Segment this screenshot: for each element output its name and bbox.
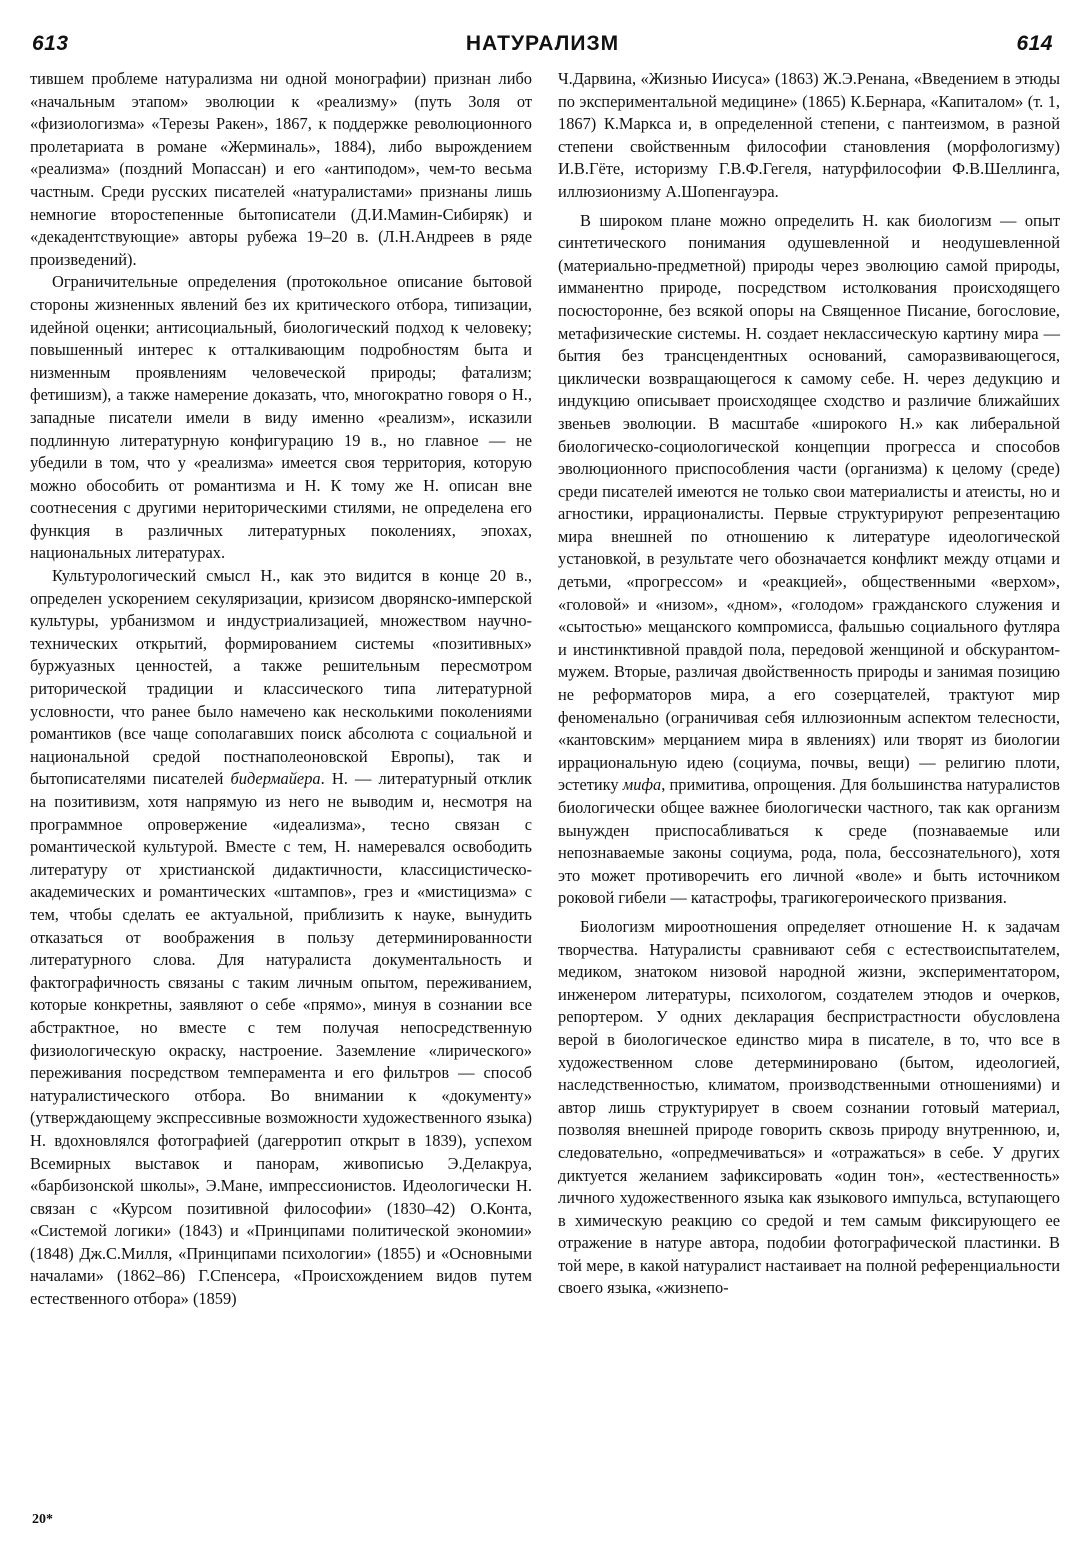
paragraph: Ч.Дарвина, «Жизнью Иисуса» (1863) Ж.Э.Ренана, «Введением в этюды по экспериментальной медицине» (1865) К.Бернара, «Капиталом» (т. 1, 1867) К.Маркса и, в определенной степени, с пантеизмом, в разной степени свойственным философии становления (морфологизму) И.В.Гёте, историзму Г.В.Ф.Гегеля, натурфилософии Ф.В.Шеллинга, иллюзионизму А.Шопенгауэра. xyxy=(558,69,1060,201)
text-run: , примитива, опрощения. Для большинства натуралистов биологически общее важнее биологически частного, так как организм вынужден приспосабливаться к среде (познаваемые или непознаваемые законы социума, рода, пола, бессознательного), хотя это может противоречить его личной «воле» и быть источником роковой гибели — катастрофы, трагикогероического призвания. xyxy=(558,775,1060,908)
text-run: В широком плане можно определить Н. как биологизм — опыт синтетического понимания одушевленной и неодушевленной (материально-предметной) природы через эволюцию самой природы, имманентно природе, посредством истолкования происходящего посюсторонне, без всякой опоры на Священное Писание, богословие, метафизические системы. Н. создает неклассическую картину мира — бытия без трансцендентных оснований, саморазвивающегося, циклически возвращающегося к самому себе. Н. через дедукцию и индукцию описывает происходящее сходство и различие ближайших звеньев эволюции. В масштабе «широкого Н.» как либеральной биологическо-социологической концепции прогресса и способов эволюционного приспособления части (организма) к целому (среде) среди писателей имеются не только свои материалисты и атеисты, но и агностики, иррационалисты. Первые структурируют репрезентацию мира внешней по отношению к литературе идеологической установкой, в результате чего обозначается конфликт между отцами и детьми, «прогрессом» и «реакцией», общественными «верхом», «головой» и «низом», «дном», «голодом» гражданского служения и «сытостью» мещанского компромисса, фальшью социального футляра и инстинктивной правдой пола, передовой женщиной и обскурантом-мужем. Вторые, различая двойственность природы и занимая позицию не реформаторов мира, а его созерцателей, трактуют мир феноменально (ограничивая себя иллюзионным аспектом телесности, «кантовским» мерцанием мира в явлениях) или творят из биологии иррациональную идею (социума, почвы, вещи) — религию плоти, эстетику xyxy=(558,210,1060,795)
running-header-title: НАТУРАЛИЗМ xyxy=(465,32,620,55)
page-number-left: 613 xyxy=(32,32,69,55)
paragraph: Биологизм мироотношения определяет отношение Н. к задачам творчества. Натуралисты сравнивают себя с естествоиспытателем, медиком, знатоком низовой народной жизни, экспериментатором, инженером литературы, психологом, создателем этюдов и очерков, репортером. У одних декларация беспристрастности обусловлена верой в биологическое единство мира в писателе, в то, что все в художественном слове детерминировано (бытом, идеологией, наследственностью, климатом, производственными отношениями) и автор лишь структурирует в своем сознании готовый материал, позволяя внешней природе говорить сквозь природу внутреннюю, и, следовательно, «опредмечиваться» и «отражаться» в себе. У других диктуется желанием зафиксировать «один тон», «естественность» личного художественного языка как языкового импульса, вступающего в химическую реакцию со средой и тем самым фиксирующего ее отражение в натуре автора, подобии фотографической пластинки. В той мере, в какой натуралист настаивает на полной референциальности своего языка, «жизнепо- xyxy=(558,916,1060,1298)
signature-mark: 20* xyxy=(32,1512,53,1527)
left-column xyxy=(30,68,532,1311)
paragraph xyxy=(558,210,1060,910)
page-number-right: 614 xyxy=(1016,32,1053,55)
paragraph xyxy=(30,565,532,1311)
paragraph: Ограничительные определения (протокольное описание бытовой стороны жизненных явлений без их критического отбора, типизации, идейной оценки; антисоциальный, биологический подход к человеку; повышенный интерес к отталкивающим подробностям быта и низменным проявлениям человеческой природы; фатализм; фетишизм), а также намерение доказать, что, многократно говоря о Н., западные писатели имели в виду именно «реализм», исказили подлинную литературную конфигурацию 19 в., но главное — не убедили в том, что у «реализма» имеется своя территория, которую можно обособить от романтизма и Н. К тому же Н. описан вне соотнесения с другими нериторическими стилями, не определена его функция в различных литературных поколениях, эпохах, национальных литературах. xyxy=(30,272,532,563)
text-run: . Н. — литературный отклик на позитивизм, хотя напрямую из него не выводим и, несмотря на программное опровержение «идеализма», тесно связан с романтической культурой. Вместе с тем, Н. намеревался освободить литературу от христианской дидактичности, классицистическо-академических и романтических «штампов», грез и «мистицизма» с тем, чтобы сделать ее актуальной, приблизить к науке, вынудить отказаться от воображения в пользу детерминированности литературного слова. Для натуралиста документальность и фактографичность связаны с таким личным опытом, переживанием, которые конкретны, заявляют о себе «прямо», минуя в сознании все абстрактное, но вместе с тем получая непосредственную физиологическую окраску, настроение. Заземление «лирического» переживания посредством темперамента и его фильтров — способ натуралистического отбора. Во внимании к «документу» (утверждающему экспрессивные возможности художественного языка) Н. вдохновлялся фотографией (дагерротип открыт в 1839), успехом Всемирных выставок и панорам, живописью Э.Делакруа, «барбизонской школы», Э.Мане, импрессионистов. Идеологически Н. связан с «Курсом позитивной философии» (1830–42) О.Конта, «Системой логики» (1843) и «Принципами политической экономии» (1848) Дж.С.Милля, «Принципами психологии» (1855) и «Основными началами» (1862–86) Г.Спенсера, «Происхождением видов путем естественного отбора» (1859) xyxy=(30,769,532,1309)
text-run: Культурологический смысл Н., как это видится в конце 20 в., определен ускорением секуляризации, кризисом дворянско-имперской культуры, урбанизмом и индустриализацией, множеством научно-технических открытий, формированием системы «позитивных» буржуазных ценностей, а также решительным пересмотром риторической традиции и классического типа литературной условности, что ранее было намечено как несколькими поколениями романтиков (все чаще сополагавших поиск абсолюта с социальной и национальной средой постнаполеоновской Европы), так и бытописателями писателей xyxy=(30,566,532,789)
right-column xyxy=(558,68,1060,1300)
italic-term: мифа xyxy=(622,775,662,795)
italic-term: бидермайера xyxy=(230,769,321,789)
paragraph: тившем проблеме натурализма ни одной монографии) признан либо «начальным этапом» эволюции к «реализму» (путь Золя от «физиологизма» «Терезы Ракен», 1867, к поддержке революционного пролетариата в романе «Жерминаль», 1884), либо вырождением «реализма» (поздний Мопассан) и его «антиподом», чем-то весьма частным. Среди русских писателей «натуралистами» признаны лишь немногие второстепенные бытописатели (Д.И.Мамин-Сибиряк) и «декадентствующие» авторы рубежа 19–20 в. (Л.Н.Андреев в ряде произведений). xyxy=(30,69,532,269)
